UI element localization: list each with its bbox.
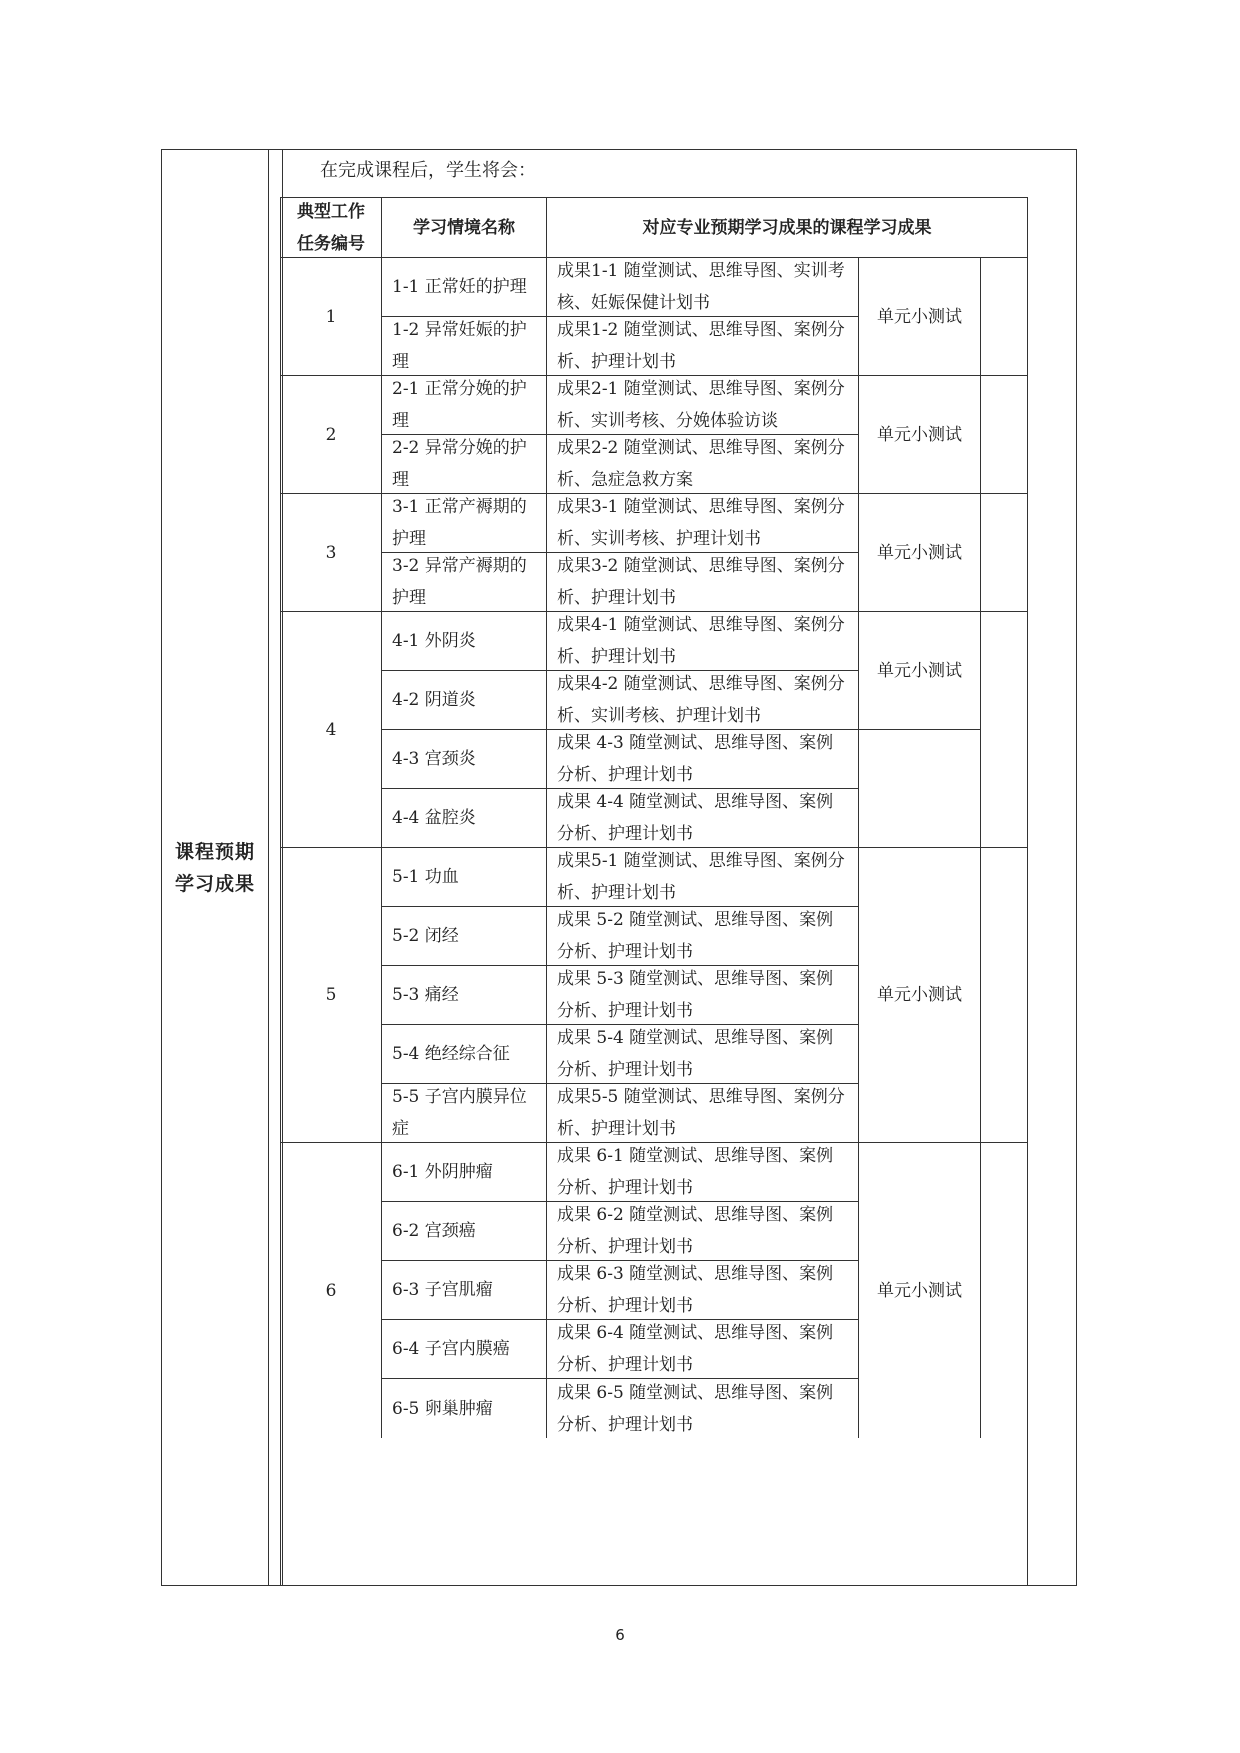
outcome-text: 成果4-1 随堂测试、思维导图、案例分析、护理计划书 <box>557 615 845 667</box>
unit-test-cell <box>859 258 981 376</box>
unit-test-cell <box>859 848 981 1143</box>
situation-name-cell <box>382 848 547 907</box>
outcome-cell <box>547 258 859 317</box>
situation-name: 4-4 盆腔炎 <box>392 808 476 828</box>
outcome-cell <box>547 907 859 966</box>
situation-name-cell <box>382 258 547 317</box>
spacer-cell <box>981 376 1027 494</box>
situation-name-cell <box>382 494 547 553</box>
situation-name-cell <box>382 966 547 1025</box>
task-no: 6 <box>325 1280 337 1301</box>
outcome-cell <box>547 612 859 671</box>
task-no: 1 <box>325 306 337 327</box>
unit-test-cell <box>859 494 981 612</box>
task-no-cell <box>281 494 382 612</box>
task-no-cell <box>281 258 382 376</box>
outcome-cell <box>547 730 859 789</box>
spacer-cell <box>981 1143 1027 1438</box>
situation-name-cell <box>382 553 547 612</box>
outcome-text: 成果3-1 随堂测试、思维导图、案例分析、实训考核、护理计划书 <box>557 497 845 549</box>
header-task-no-line-1: 典型工作 <box>297 201 365 222</box>
header-situation-text: 学习情境名称 <box>413 217 515 238</box>
outcome-cell <box>547 317 859 376</box>
outcome-text: 成果3-2 随堂测试、思维导图、案例分析、护理计划书 <box>557 556 845 608</box>
unit-test-text: 单元小测试 <box>877 424 962 445</box>
outcome-cell <box>547 789 859 848</box>
outcome-cell <box>547 1143 859 1202</box>
task-no-cell <box>281 612 382 848</box>
outcome-cell <box>547 848 859 907</box>
header-outcome-text: 对应专业预期学习成果的课程学习成果 <box>642 217 932 238</box>
outcome-cell <box>547 1025 859 1084</box>
situation-name-cell <box>382 1143 547 1202</box>
outcome-cell <box>547 1320 859 1379</box>
situation-name: 3-1 正常产褥期的护理 <box>392 497 527 549</box>
situation-name: 6-3 子宫肌瘤 <box>392 1280 493 1300</box>
task-no: 3 <box>325 542 337 563</box>
situation-name-cell <box>382 1202 547 1261</box>
header-task-no-line-2: 任务编号 <box>297 233 365 254</box>
outcome-text: 成果4-2 随堂测试、思维导图、案例分析、实训考核、护理计划书 <box>557 674 845 726</box>
outcome-cell <box>547 1202 859 1261</box>
spacer-cell <box>981 848 1027 1143</box>
situation-name-cell <box>382 671 547 730</box>
situation-name-cell <box>382 1320 547 1379</box>
outcome-cell <box>547 966 859 1025</box>
outcome-text: 成果 5-4 随堂测试、思维导图、案例分析、护理计划书 <box>557 1028 834 1080</box>
situation-name: 4-2 阴道炎 <box>392 690 476 710</box>
outcome-text: 成果 6-5 随堂测试、思维导图、案例分析、护理计划书 <box>557 1382 834 1435</box>
task-no-cell <box>281 376 382 494</box>
outcome-text: 成果 6-3 随堂测试、思维导图、案例分析、护理计划书 <box>557 1264 834 1316</box>
situation-name: 5-2 闭经 <box>392 926 459 946</box>
situation-name: 5-3 痛经 <box>392 985 459 1005</box>
situation-name-cell <box>382 435 547 494</box>
outcome-text: 成果 4-3 随堂测试、思维导图、案例分析、护理计划书 <box>557 733 834 785</box>
unit-test-text: 单元小测试 <box>877 542 962 563</box>
outcomes-table <box>280 197 1028 1586</box>
situation-name-cell <box>382 789 547 848</box>
situation-name: 2-2 异常分娩的护理 <box>392 438 527 490</box>
situation-name-cell <box>382 317 547 376</box>
situation-name-cell <box>382 1379 547 1438</box>
intro-text: 在完成课程后，学生将会： <box>320 160 536 181</box>
header-outcome <box>547 198 1027 258</box>
unit-test-text: 单元小测试 <box>877 1280 962 1301</box>
outcome-text: 成果 4-4 随堂测试、思维导图、案例分析、护理计划书 <box>557 792 834 844</box>
situation-name-cell <box>382 730 547 789</box>
outcome-text: 成果5-1 随堂测试、思维导图、案例分析、护理计划书 <box>557 851 845 903</box>
unit-test-cell <box>859 612 981 730</box>
situation-name: 6-1 外阴肿瘤 <box>392 1162 493 1182</box>
situation-name-cell <box>382 612 547 671</box>
situation-name-cell <box>382 376 547 435</box>
situation-name: 4-3 宫颈炎 <box>392 749 476 769</box>
page-number: 6 <box>615 1626 625 1644</box>
situation-name: 4-1 外阴炎 <box>392 631 476 651</box>
situation-name: 5-1 功血 <box>392 867 459 887</box>
situation-name: 6-4 子宫内膜癌 <box>392 1339 510 1359</box>
section-label-cell <box>162 150 269 1585</box>
outcome-cell <box>547 1379 859 1438</box>
outcome-cell <box>547 376 859 435</box>
task-no: 4 <box>325 719 337 740</box>
unit-test-text: 单元小测试 <box>877 660 962 681</box>
unit-test-text: 单元小测试 <box>877 306 962 327</box>
situation-name: 5-5 子宫内膜异位症 <box>392 1087 527 1139</box>
task-no-cell <box>281 848 382 1143</box>
section-label-line-1: 课程预期 <box>174 840 255 863</box>
unit-test-cell <box>859 376 981 494</box>
outcome-text: 成果5-5 随堂测试、思维导图、案例分析、护理计划书 <box>557 1087 845 1139</box>
spacer-cell <box>981 494 1027 612</box>
unit-test-empty-cell <box>859 730 981 848</box>
outer-table <box>161 149 1077 1586</box>
section-label <box>175 836 255 900</box>
outcome-cell <box>547 553 859 612</box>
outcome-cell <box>547 1084 859 1143</box>
task-no: 5 <box>325 985 337 1005</box>
outcome-cell <box>547 671 859 730</box>
outcome-cell <box>547 1261 859 1320</box>
header-situation <box>382 198 547 258</box>
situation-name-cell <box>382 1084 547 1143</box>
header-task-no <box>281 198 382 258</box>
outcome-text: 成果 6-1 随堂测试、思维导图、案例分析、护理计划书 <box>557 1146 834 1198</box>
situation-name-cell <box>382 1261 547 1320</box>
situation-name: 1-2 异常妊娠的护理 <box>392 320 527 372</box>
unit-test-cell <box>859 1143 981 1438</box>
outcome-text: 成果 5-3 随堂测试、思维导图、案例分析、护理计划书 <box>557 969 834 1021</box>
situation-name: 6-2 宫颈癌 <box>392 1221 476 1241</box>
situation-name-cell <box>382 907 547 966</box>
outcome-text: 成果 6-4 随堂测试、思维导图、案例分析、护理计划书 <box>557 1323 834 1375</box>
situation-name: 6-5 卵巢肿瘤 <box>392 1398 493 1419</box>
situation-name: 3-2 异常产褥期的护理 <box>392 556 527 608</box>
situation-name: 2-1 正常分娩的护理 <box>392 379 527 431</box>
spacer-cell <box>981 612 1027 848</box>
section-label-line-2: 学习成果 <box>174 872 255 895</box>
outcome-text: 成果 5-2 随堂测试、思维导图、案例分析、护理计划书 <box>557 910 834 962</box>
outcome-text: 成果2-2 随堂测试、思维导图、案例分析、急症急救方案 <box>557 438 845 490</box>
situation-name: 1-1 正常妊的护理 <box>392 277 527 297</box>
outcome-text: 成果1-1 随堂测试、思维导图、实训考核、妊娠保健计划书 <box>557 261 845 313</box>
unit-test-text: 单元小测试 <box>877 985 962 1005</box>
outcome-cell <box>547 494 859 553</box>
outcome-text: 成果 6-2 随堂测试、思维导图、案例分析、护理计划书 <box>557 1205 834 1257</box>
outcome-text: 成果1-2 随堂测试、思维导图、案例分析、护理计划书 <box>557 320 845 372</box>
outcome-text: 成果2-1 随堂测试、思维导图、案例分析、实训考核、分娩体验访谈 <box>557 379 845 431</box>
situation-name-cell <box>382 1025 547 1084</box>
situation-name: 5-4 绝经综合征 <box>392 1044 510 1064</box>
task-no-cell <box>281 1143 382 1438</box>
outcome-cell <box>547 435 859 494</box>
task-no: 2 <box>325 424 337 445</box>
spacer-cell <box>981 258 1027 376</box>
